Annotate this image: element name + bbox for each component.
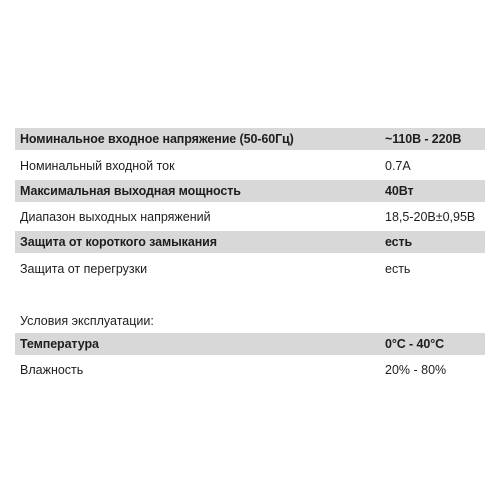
condition-row-humidity [15,359,485,381]
condition-value: 0°С - 40°С [385,337,445,351]
condition-row-temperature [15,333,485,355]
spec-row-short-circuit [15,231,485,253]
spec-value: 18,5-20В±0,95В [385,210,476,224]
spec-value: есть [385,235,413,249]
spec-row-input-current [15,155,485,177]
spec-value: есть [385,262,411,276]
spec-label: Номинальный входной ток [20,159,175,173]
spec-value: 0.7А [385,159,411,173]
spec-value: ~110В - 220В [385,132,462,146]
condition-label: Температура [20,337,99,351]
spec-label: Защита от перегрузки [20,262,148,276]
condition-value: 20% - 80% [385,363,447,377]
spec-row-output-voltage [15,206,485,228]
spec-row-input-voltage [15,128,485,150]
spec-label: Номинальное входное напряжение (50-60Гц) [20,132,294,146]
spec-label: Защита от короткого замыкания [20,235,217,249]
spec-row-max-power [15,180,485,202]
spec-row-overload [15,258,485,280]
spec-value: 40Вт [385,184,414,198]
spec-label: Максимальная выходная мощность [20,184,241,198]
conditions-heading: Условия эксплуатации: [20,314,154,328]
spec-label: Диапазон выходных напряжений [20,210,211,224]
condition-label: Влажность [20,363,84,377]
